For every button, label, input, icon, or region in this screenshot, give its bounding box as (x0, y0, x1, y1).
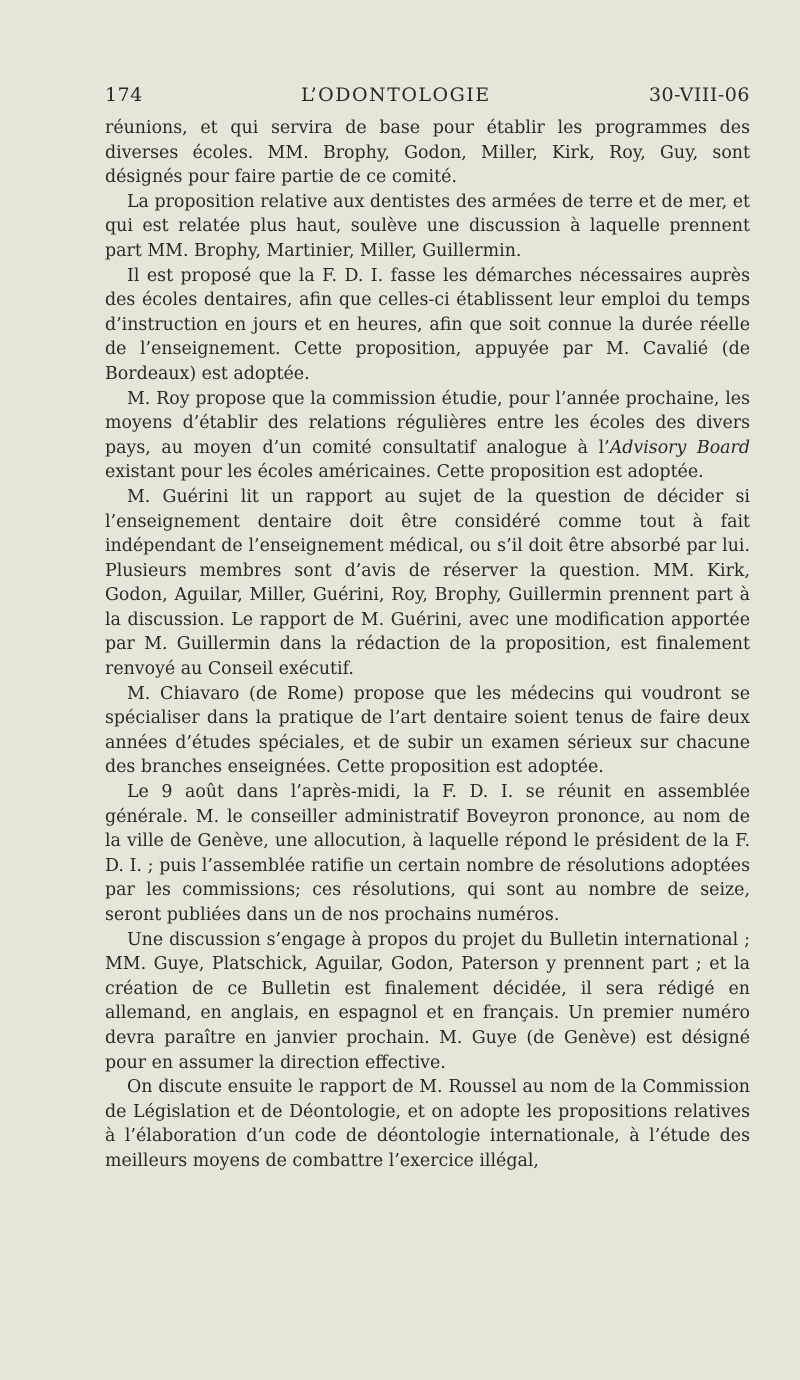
paragraph-9: On discute ensuite le rapport de M. Roussel au nom de la Commission de Législation et de Déontologie, et on adopte les propositions relatives à l’élaboration d’un code de déontologie internationale, à l’étude des meilleurs moyens de combattre l’exercice illégal, (105, 1077, 750, 1171)
paragraph-4-start: M. Roy propose que la commission étudie, pour l’année prochaine, les moyens d’établir des relations régulières entre les écoles des divers pays, au moyen d’un comité consultatif analogue à l’ (105, 388, 750, 458)
body-text (105, 116, 750, 1174)
paragraph-1: réunions, et qui servira de base pour établir les programmes des diverses écoles. MM. Brophy, Godon, Miller, Kirk, Roy, Guy, sont désignés pour faire partie de ce comité. (105, 118, 750, 188)
page-number: 174 (105, 84, 143, 106)
paragraph-7: Le 9 août dans l’après-midi, la F. D. I. se réunit en assemblée générale. M. le conseiller administratif Boveyron prononce, au nom de la ville de Genève, une allocution, à laquelle répond le président de la F. D. I. ; puis l’assemblée ratifie un certain nombre de résolutions adoptées par les commissions; ces résolutions, qui sont au nombre de seize, seront publiées dans un de nos prochains numéros. (105, 782, 750, 925)
paragraph-6: M. Chiavaro (de Rome) propose que les médecins qui voudront se spécialiser dans la pratique de l’art dentaire soient tenus de faire deux années d’études spéciales, et de subir un examen sérieux sur chacune des branches enseignées. Cette proposition est adoptée. (105, 683, 750, 778)
paragraph-8: Une discussion s’engage à propos du projet du Bulletin international ; MM. Guye, Platschick, Aguilar, Godon, Paterson y prennent part ; et la création de ce Bulletin est finalement décidée, il sera rédigé en allemand, en anglais, en espagnol et en français. Un premier numéro devra paraître en janvier prochain. M. Guye (de Genève) est désigné pour en assumer la direction effective. (105, 929, 750, 1073)
running-title: L’ODONTOLOGIE (301, 84, 491, 106)
paragraph-3: Il est proposé que la F. D. I. fasse les démarches nécessaires auprès des écoles dentaires, afin que celles-ci établissent leur emploi du temps d’instruction en jours et en heures, afin que soit connue la durée réelle de l’enseignement. Cette proposition, appuyée par M. Cavalié (de Bordeaux) est adoptée. (105, 265, 750, 384)
paragraph-4 (105, 387, 750, 485)
issue-date: 30-VIII-06 (648, 84, 750, 106)
paragraph-5: M. Guérini lit un rapport au sujet de la question de décider si l’enseignement dentaire doit être considéré comme tout à fait indépendant de l’enseignement médical, ou s’il doit être absorbé par lui. Plusieurs membres sont d’avis de réserver la question. MM. Kirk, Godon, Aguilar, Miller, Guérini, Roy, Brophy, Guillermin prennent part à la discussion. Le rapport de M. Guérini, avec une modification apportée par M. Guillermin dans la rédaction de la proposition, est finalement renvoyé au Conseil exécutif. (105, 486, 750, 680)
running-header (105, 84, 750, 106)
paragraph-4-end: existant pour les écoles américaines. Cette proposition est adoptée. (105, 462, 704, 483)
advisory-board-italic: Advisory Board (609, 437, 750, 458)
paragraph-2: La proposition relative aux dentistes des armées de terre et de mer, et qui est relatée plus haut, soulève une discussion à laquelle prennent part MM. Brophy, Martinier, Miller, Guillermin. (105, 191, 750, 261)
